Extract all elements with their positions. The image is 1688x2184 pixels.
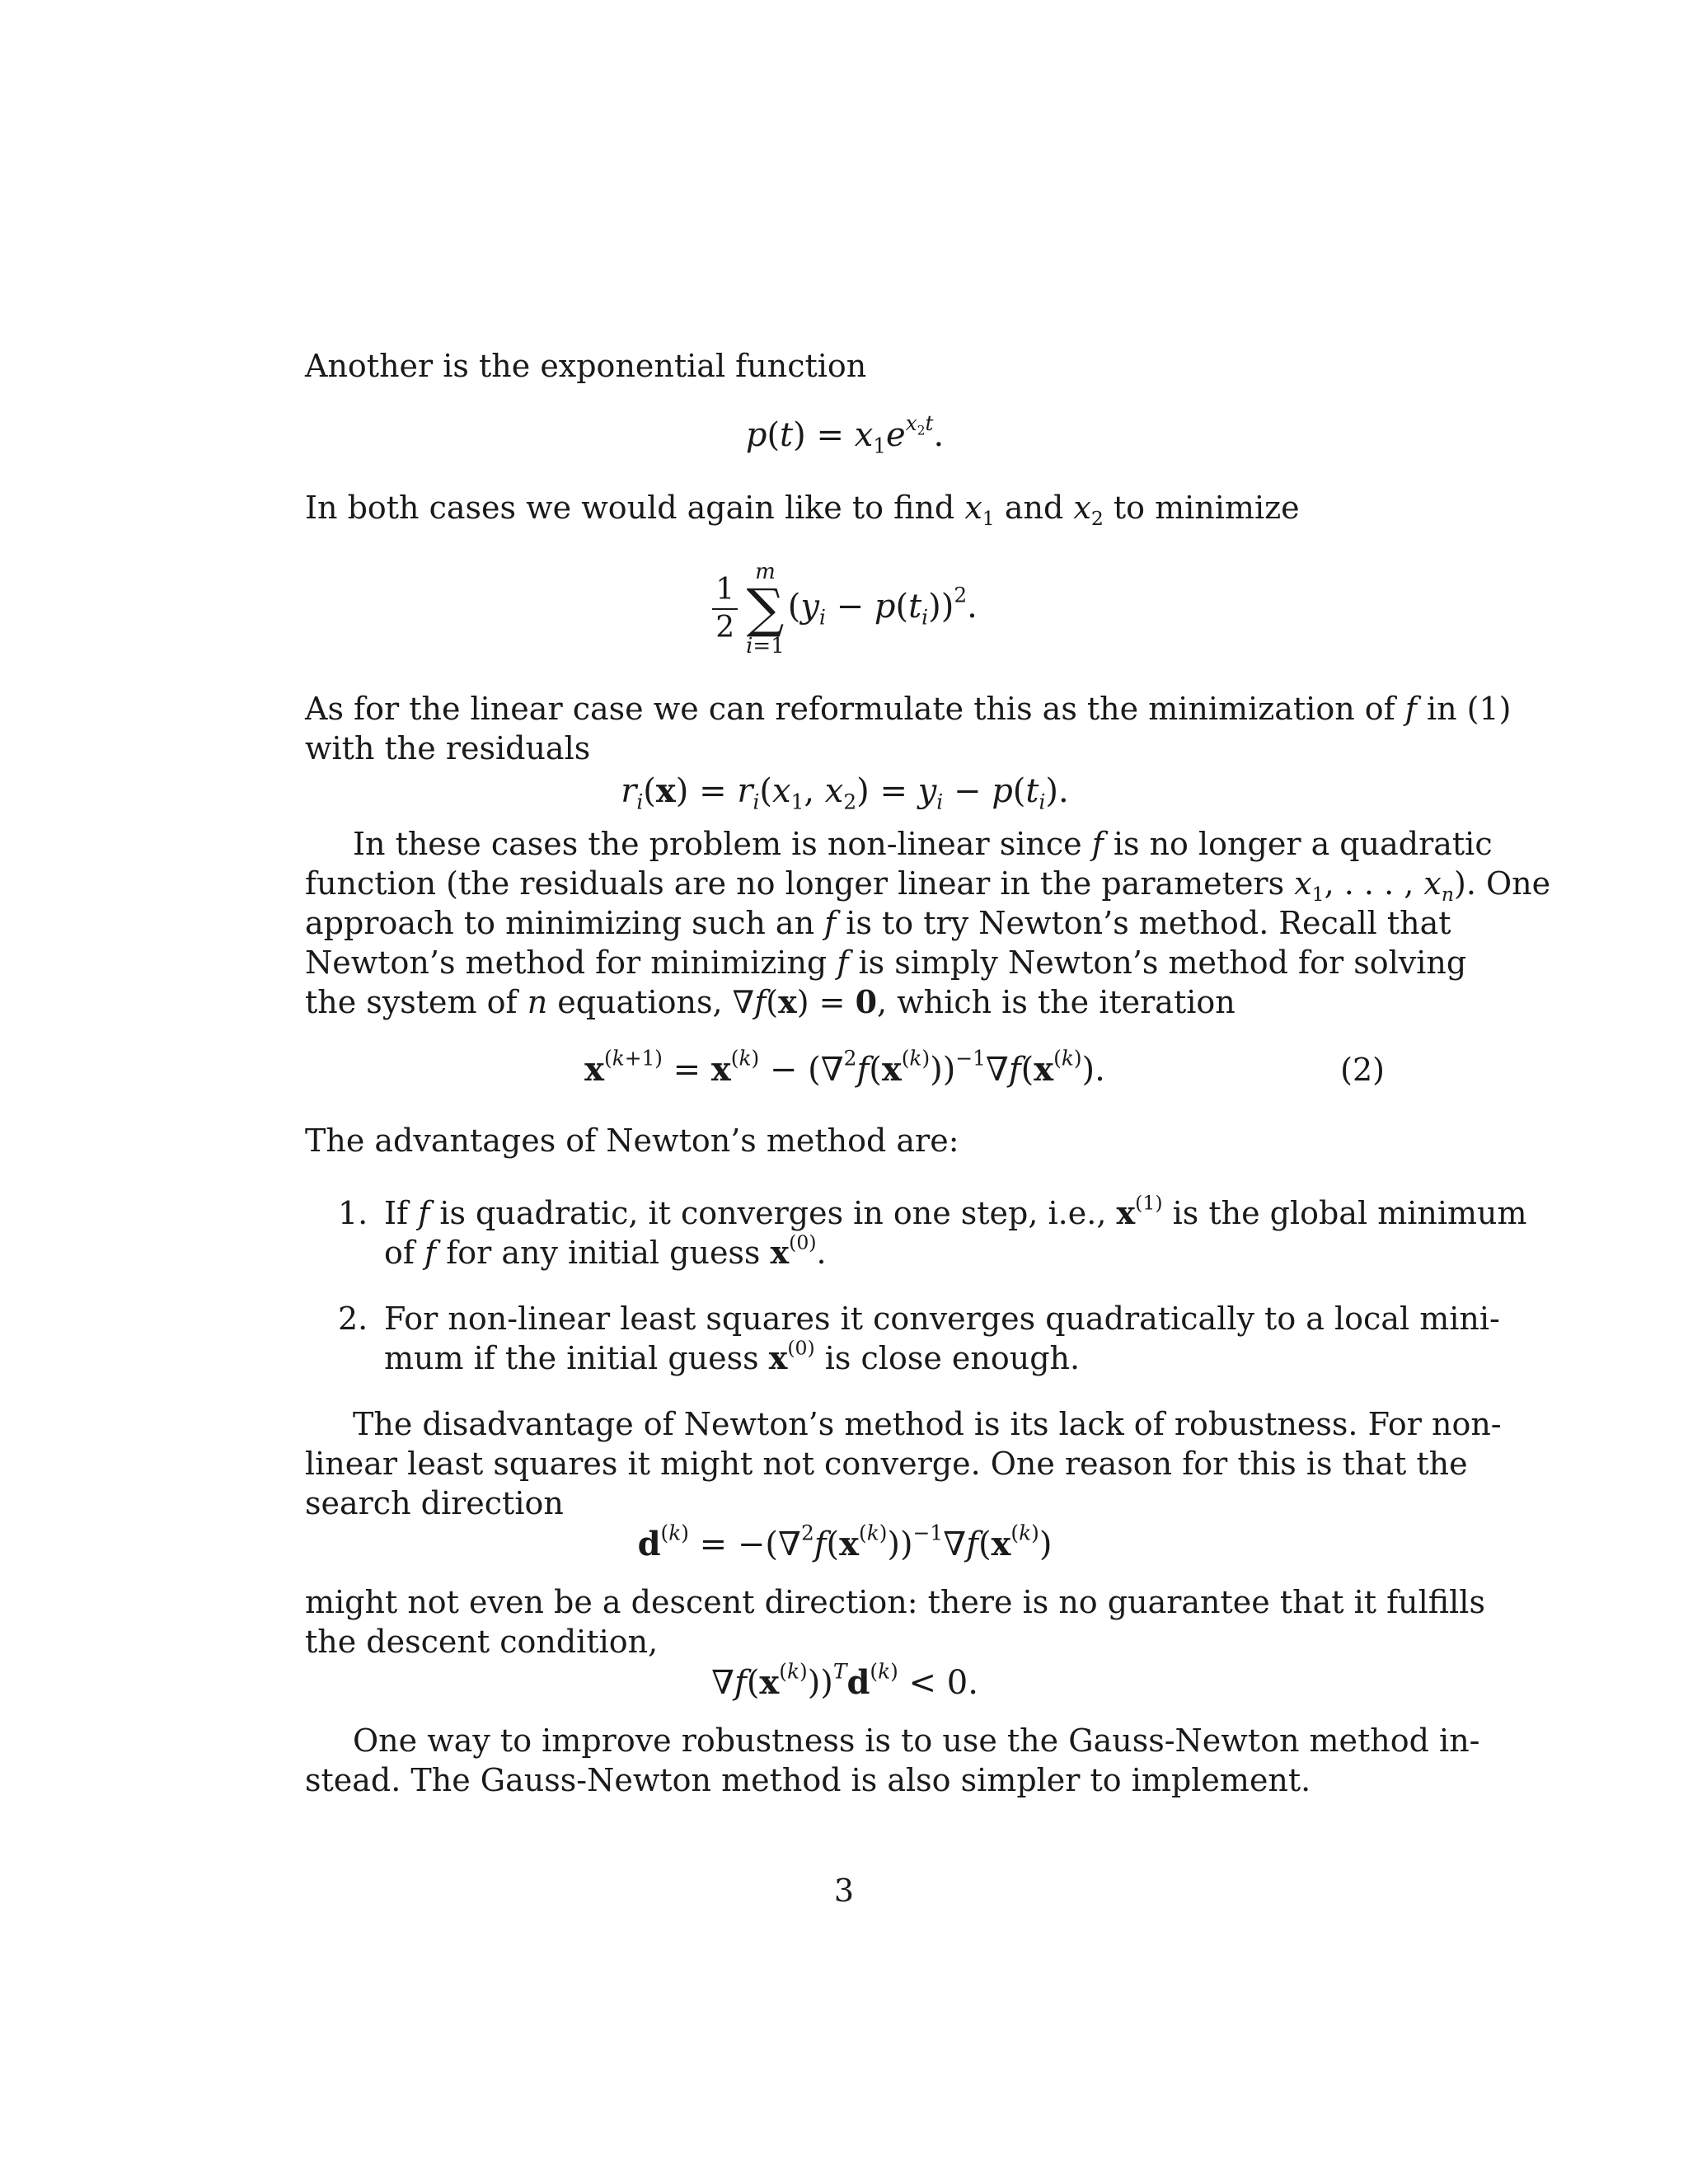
paragraph-intro: Another is the exponential function xyxy=(305,348,867,384)
list-item-text-line1: If f is quadratic, it converges in one step, i.e., $x^{(1)}$ is the global minimum xyxy=(384,1191,1527,1231)
page-number: 3 xyxy=(833,1872,855,1909)
list-item-text-line2: mum if the initial guess $x^{(0)}$ is close enough. xyxy=(384,1336,1081,1376)
equation-search-direction: $d^{(k)} = -(\nabla^2f(x^{(k)}))^{-1}\nabla f(x^{(k)})$ xyxy=(637,1521,1053,1563)
paragraph-disadvantage-line1: The disadvantage of Newton’s method is its lack of robustness. For non- xyxy=(353,1406,1502,1442)
paragraph-gauss-newton-line2: stead. The Gauss-Newton method is also simpler to implement. xyxy=(305,1762,1311,1798)
paragraph-nonlinear-line3: approach to minimizing such an f is to try Newton’s method. Recall that xyxy=(305,905,1451,941)
paragraph-reformulate-line1: As for the linear case we can reformulate this as the minimization of f in (1) xyxy=(305,691,1512,727)
paragraph-nonlinear-line1: In these cases the problem is non-linear since f is no longer a quadratic xyxy=(353,826,1493,862)
list-item-number: 2. xyxy=(338,1301,368,1337)
paragraph-descent-line2: the descent condition, xyxy=(305,1624,659,1660)
paragraph-gauss-newton-line1: One way to improve robustness is to use the Gauss-Newton method in- xyxy=(353,1722,1480,1759)
paragraph-minimize: In both cases we would again like to find $x_1$ and $x_2$ to minimize xyxy=(305,490,1300,531)
paragraph-disadvantage-line3: search direction xyxy=(305,1485,564,1521)
list-item-text-line1: For non-linear least squares it converges quadratically to a local mini- xyxy=(384,1301,1500,1337)
paragraph-nonlinear-line4: Newton’s method for minimizing f is simply Newton’s method for solving xyxy=(305,944,1467,981)
list-item-text-line2: of f for any initial guess $x^{(0)}$. xyxy=(384,1230,827,1271)
paragraph-nonlinear-line5: the system of n equations, ∇f(x) = 0, which is the iteration xyxy=(305,983,1236,1020)
paragraph-reformulate-line2: with the residuals xyxy=(305,730,591,766)
paragraph-nonlinear-line2: function (the residuals are no longer linear in the parameters $x_1$, . . . , $x_n$). One xyxy=(305,865,1551,907)
list-item-number: 1. xyxy=(338,1195,368,1231)
paragraph-advantages: The advantages of Newton’s method are: xyxy=(305,1122,959,1159)
equation-descent-condition: $\nabla f(x^{(k)}))^Td^{(k)} < 0$. xyxy=(711,1659,978,1702)
equation-newton-iteration: $x^{(k+1)} = x^{(k)} - (\nabla^2f(x^{(k)}))^{-1}\nabla f(x^{(k)})$. xyxy=(584,1046,1105,1089)
paragraph-disadvantage-line2: linear least squares it might not converge. One reason for this is that the xyxy=(305,1446,1468,1482)
equation-residuals: $r_i(x) = r_i(x_1$, $x_2) = y_i - p(t_i)$. xyxy=(621,771,1069,814)
equation-number: (2) xyxy=(1340,1052,1385,1088)
equation-exponential: $p(t) = x_1e^{x_2t}$. xyxy=(745,411,945,458)
paragraph-descent-line1: might not even be a descent direction: there is no guarantee that it fulfills xyxy=(305,1584,1485,1620)
equation-least-squares: $\frac{1}{2}$ m ∑ i=1 $(y_i - p(t_i))^2$. xyxy=(305,557,1385,658)
